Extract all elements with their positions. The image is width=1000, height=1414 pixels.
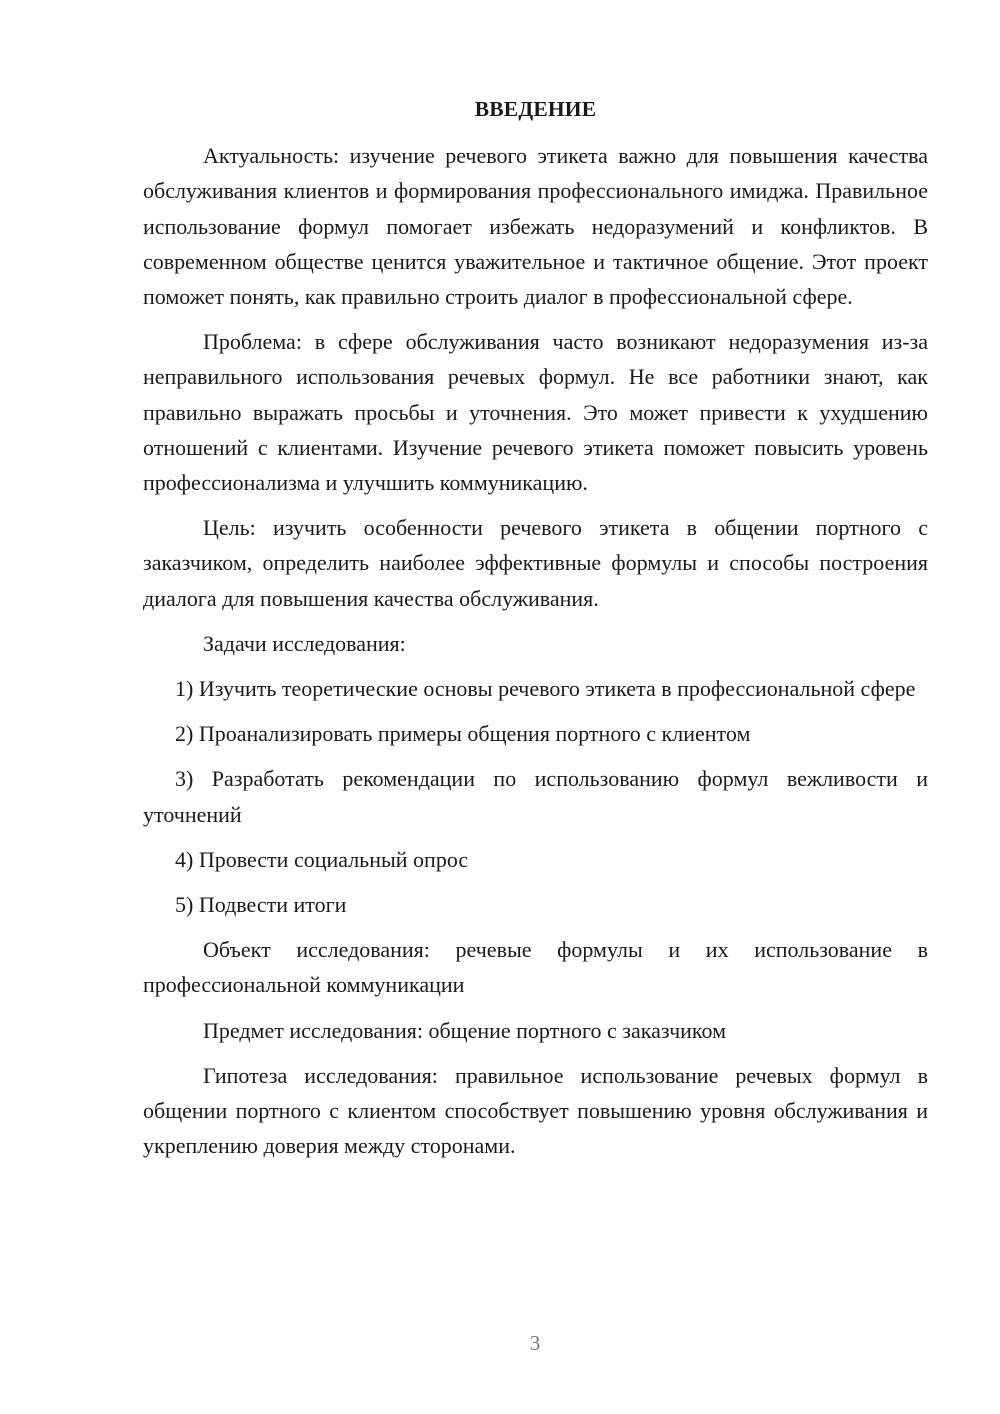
paragraph-relevance: Актуальность: изучение речевого этикета важно для повышения качества обслуживания клиентов и формирования профессионального имиджа. Правильное использование формул помогает избежать недоразумений и конфликтов. В современном обществе ценится уважительное и тактичное общение. Этот проект поможет понять, как правильно строить диалог в профессиональной сфере.: [143, 143, 928, 310]
task-item-3: 3) Разработать рекомендации по использованию формул вежливости и уточнений: [143, 766, 928, 827]
task-item-5: 5) Подвести итоги: [175, 892, 347, 918]
document-page: [143, 92, 928, 1173]
paragraph-problem: Проблема: в сфере обслуживания часто возникают недоразумения из-за неправильного использования речевых формул. Не все работники знают, как правильно выражать просьбы и уточнения. Это может привести к ухудшению отношений с клиентами. Изучение речевого этикета поможет повысить уровень профессионализма и улучшить коммуникацию.: [143, 329, 928, 496]
task-item-4: 4) Провести социальный опрос: [175, 846, 469, 872]
paragraph-object: Объект исследования: речевые формулы и их использование в профессиональной коммуникации: [143, 937, 928, 998]
task-item-1: 1) Изучить теоретические основы речевого этикета в профессиональной сфере: [175, 676, 916, 702]
paragraph-subject: Предмет исследования: общение портного с заказчиком: [203, 1017, 727, 1043]
paragraph-tasks-heading: Задачи исследования:: [203, 630, 406, 656]
paragraph-goal: Цель: изучить особенности речевого этикета в общении портного с заказчиком, определить наиболее эффективные формулы и способы построения диалога для повышения качества обслуживания.: [143, 515, 928, 611]
page-title: ВВЕДЕНИЕ: [474, 97, 597, 121]
task-item-2: 2) Проанализировать примеры общения портного с клиентом: [175, 721, 751, 747]
paragraph-hypothesis: Гипотеза исследования: правильное использование речевых формул в общении портного с клиентом способствует повышению уровня обслуживания и укреплению доверия между сторонами.: [143, 1062, 928, 1159]
page-number: 3: [529, 1331, 541, 1355]
